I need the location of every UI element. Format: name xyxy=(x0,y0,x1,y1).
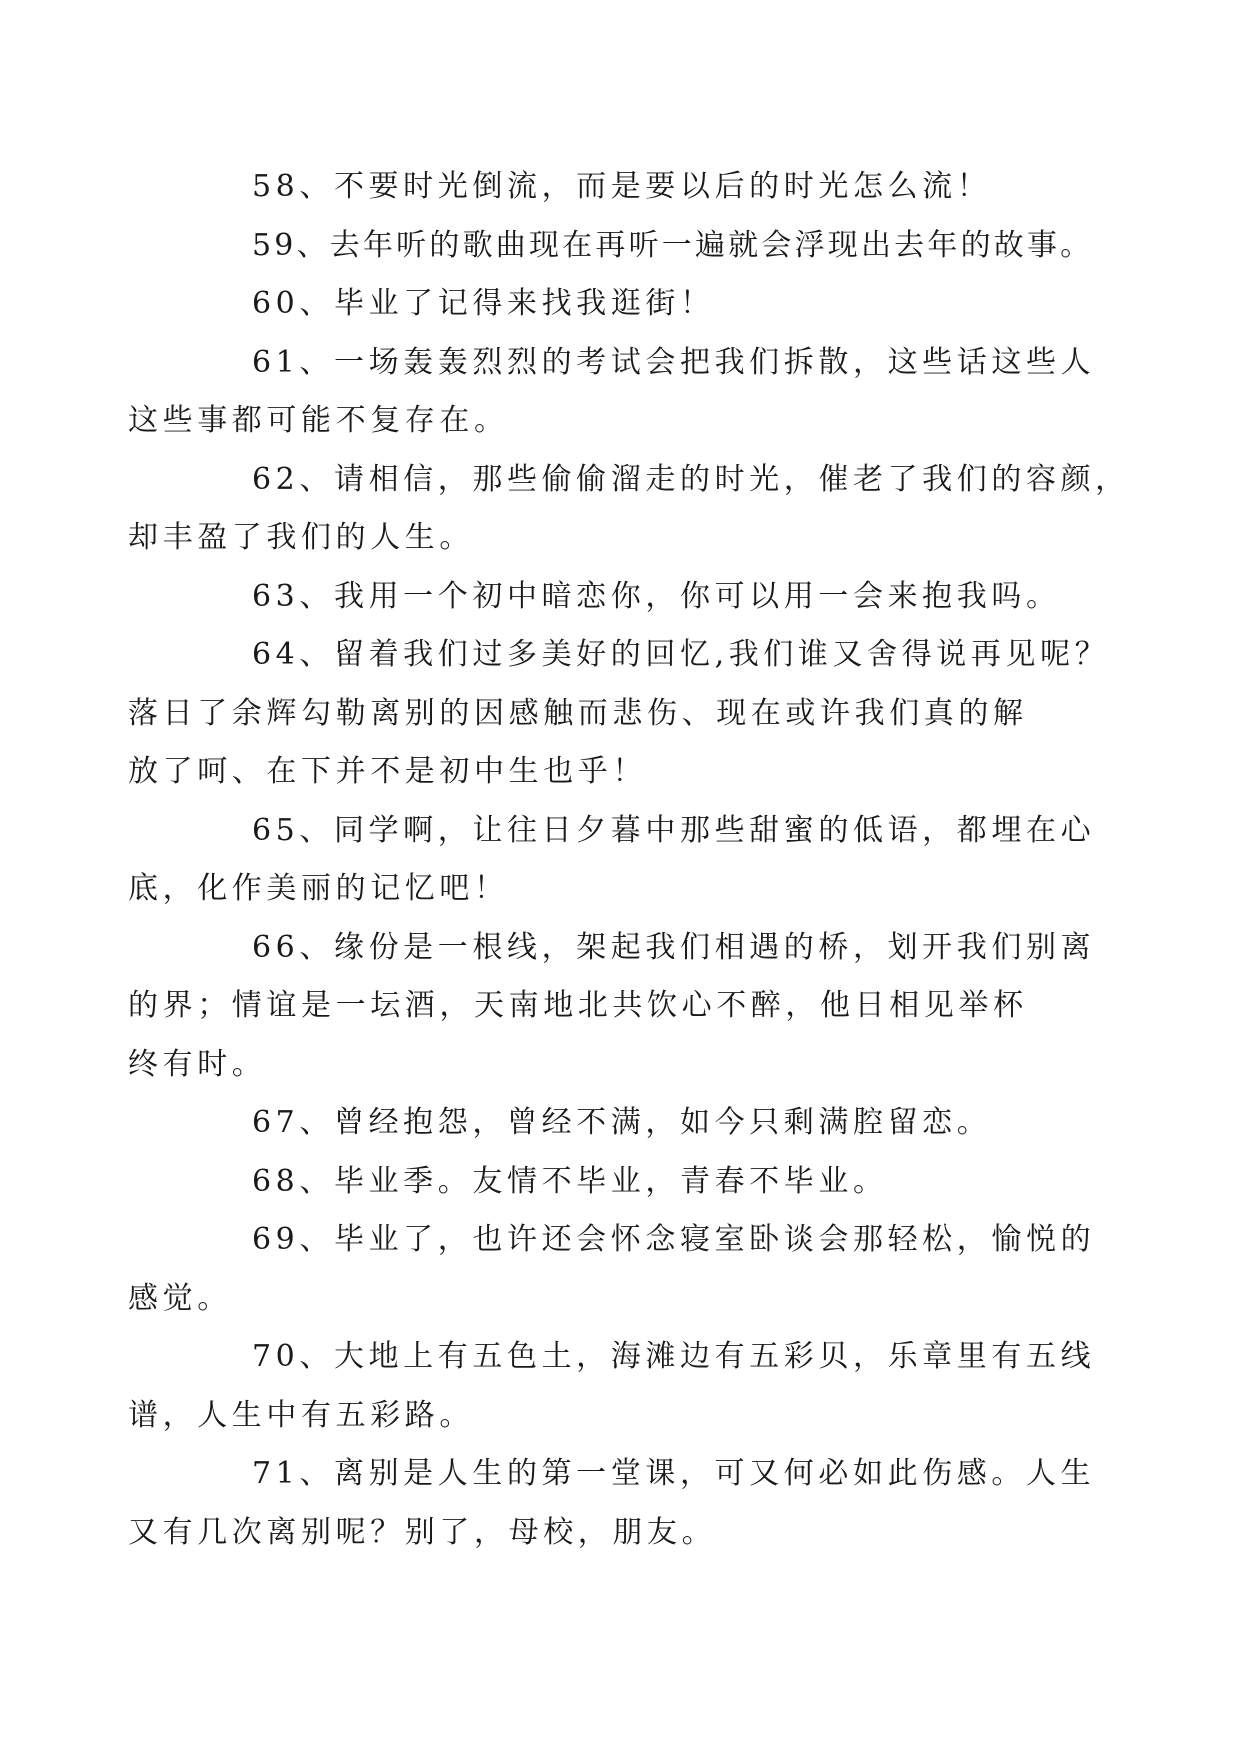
paragraph-line: 66、缘份是一根线，架起我们相遇的桥，划开我们别离 xyxy=(252,929,1096,965)
paragraph-line: 59、去年听的歌曲现在再听一遍就会浮现出去年的故事。 xyxy=(252,227,1094,263)
paragraph-71 xyxy=(128,1445,1096,1562)
paragraph-line: 62、请相信，那些偷偷溜走的时光，催老了我们的容颜， xyxy=(252,461,1130,497)
paragraph-line: 又有几次离别呢？别了，母校，朋友。 xyxy=(128,1514,717,1550)
paragraph-65 xyxy=(128,802,1096,919)
paragraph-70 xyxy=(128,1328,1096,1445)
paragraph-line: 64、留着我们过多美好的回忆,我们谁又舍得说再见呢？ xyxy=(252,637,1110,672)
paragraph-line: 70、大地上有五色土，海滩边有五彩贝，乐章里有五线 xyxy=(252,1339,1096,1374)
paragraph-63 xyxy=(190,568,1061,627)
paragraph-line: 感觉。 xyxy=(128,1280,232,1316)
paragraph-59 xyxy=(190,217,1094,276)
paragraph-line: 67、曾经抱怨，曾经不满，如今只剩满腔留恋。 xyxy=(252,1105,992,1140)
paragraph-line: 65、同学啊，让往日夕暮中那些甜蜜的低语，都埋在心 xyxy=(252,812,1096,848)
paragraph-line: 69、毕业了，也许还会怀念寝室卧谈会那轻松，愉悦的 xyxy=(252,1222,1096,1257)
paragraph-line: 放了呵、在下并不是初中生也乎！ xyxy=(128,754,647,789)
paragraph-line: 58、不要时光倒流，而是要以后的时光怎么流！ xyxy=(252,169,992,204)
paragraph-line: 63、我用一个初中暗恋你，你可以用一会来抱我吗。 xyxy=(252,578,1061,614)
paragraph-line: 61、一场轰轰烈烈的考试会把我们拆散，这些话这些人 xyxy=(252,344,1096,380)
paragraph-line: 谱，人生中有五彩路。 xyxy=(128,1397,474,1433)
paragraph-line: 落日了余辉勾勒离别的因感触而悲伤、现在或许我们真的解 xyxy=(128,695,1028,731)
paragraph-58 xyxy=(190,158,1050,217)
paragraph-62 xyxy=(128,451,1130,568)
paragraph-64 xyxy=(128,626,1110,802)
paragraph-68 xyxy=(190,1153,1050,1212)
paragraph-61 xyxy=(128,334,1096,451)
paragraph-line: 68、毕业季。友情不毕业，青春不毕业。 xyxy=(252,1163,888,1199)
document-body xyxy=(128,158,1130,1562)
paragraph-66 xyxy=(128,919,1096,1095)
paragraph-line: 却丰盈了我们的人生。 xyxy=(128,520,474,555)
paragraph-69 xyxy=(128,1211,1096,1328)
paragraph-line: 的界；情谊是一坛酒，天南地北共饮心不醉，他日相见举杯 xyxy=(128,988,1028,1023)
paragraph-line: 这些事都可能不复存在。 xyxy=(128,403,509,438)
paragraph-60 xyxy=(190,275,1050,334)
paragraph-line: 底，化作美丽的记忆吧！ xyxy=(128,871,509,906)
paragraph-67 xyxy=(190,1094,1050,1153)
paragraph-line: 71、离别是人生的第一堂课，可又何必如此伤感。人生 xyxy=(252,1456,1096,1491)
paragraph-line: 终有时。 xyxy=(128,1046,267,1082)
paragraph-line: 60、毕业了记得来找我逛街！ xyxy=(252,286,715,321)
